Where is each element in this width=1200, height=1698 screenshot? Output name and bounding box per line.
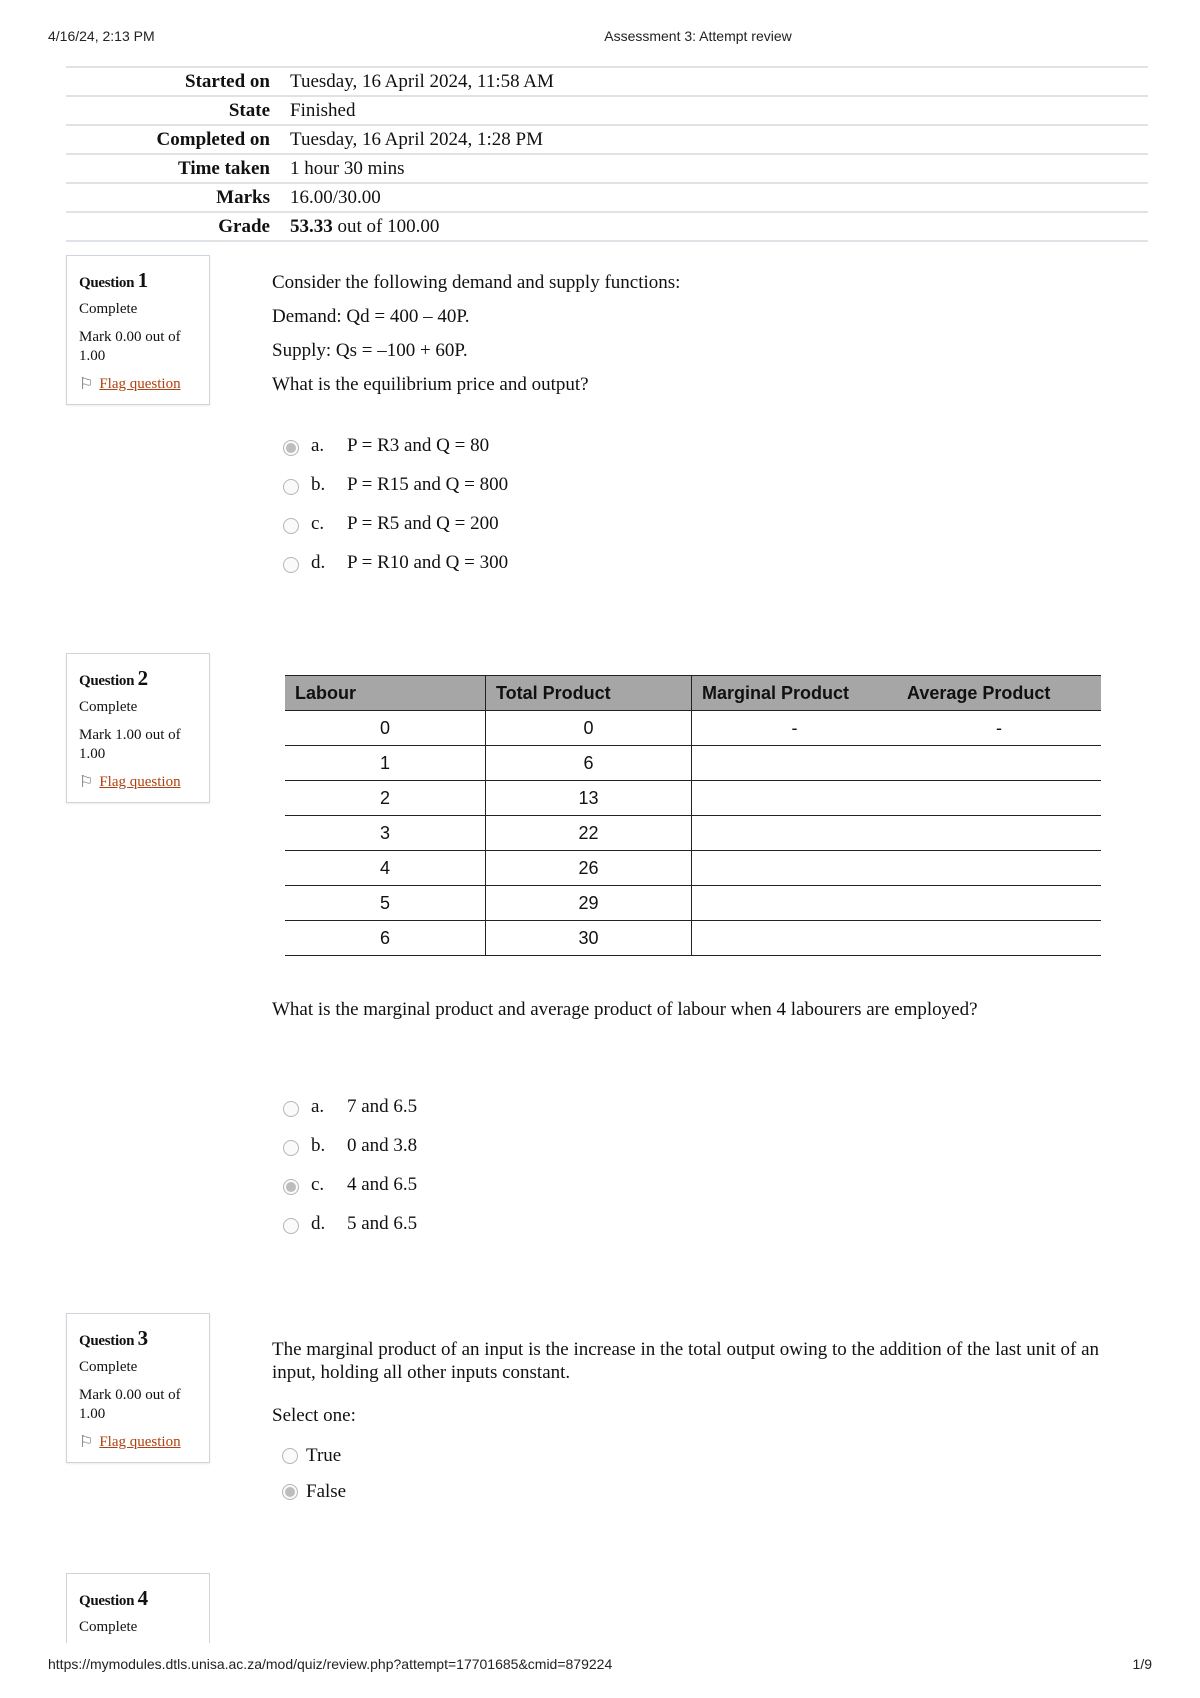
answer-option[interactable] [283,504,508,543]
production-table [285,675,1101,956]
table-cell [897,851,1101,886]
table-cell: - [897,711,1101,746]
flag-question-link[interactable] [79,1432,199,1452]
question-text-line: What is the equilibrium price and output? [272,374,589,395]
production-table-header [285,676,1101,711]
radio-selected[interactable] [283,1179,299,1195]
summary-value: Finished [280,96,1148,125]
table-cell [692,781,898,816]
table-cell: 2 [285,781,486,816]
table-cell [692,851,898,886]
table-cell: 4 [285,851,486,886]
table-cell [897,921,1101,956]
question-number [79,1586,199,1611]
table-cell: 29 [486,886,692,921]
page-url: https://mymodules.dtls.unisa.ac.za/mod/quiz/review.php?attempt=17701685&cmid=879224 [48,1656,613,1672]
print-title: Assessment 3: Attempt review [604,28,792,44]
flag-question-link[interactable] [79,772,199,792]
answer-letter: d. [311,1212,326,1234]
answer-letter: c. [311,1173,325,1195]
table-cell: 5 [285,886,486,921]
answer-text: 4 and 6.5 [347,1173,418,1195]
radio[interactable] [283,1140,299,1156]
answer-text: P = R5 and Q = 200 [347,512,499,534]
question-prefix: Question [79,1593,138,1609]
grade-value: 53.33 [290,215,333,237]
question-state: Complete [79,301,138,317]
table-cell: 6 [486,746,692,781]
flag-question-label: Flag question [99,773,181,790]
summary-row [66,183,1148,212]
summary-row [66,125,1148,154]
question-mark: Mark 0.00 out of 1.00 [79,1387,181,1422]
table-cell: 1 [285,746,486,781]
answer-letter: b. [311,1134,326,1156]
radio[interactable] [283,518,299,534]
answer-option[interactable] [283,426,508,465]
summary-row [66,154,1148,183]
question-number [79,268,199,293]
summary-value [280,212,1148,241]
question-state: Complete [79,1619,138,1635]
question-prefix: Question [79,275,138,291]
answer-letter: c. [311,512,325,534]
answer-letter: a. [311,1095,325,1117]
flag-icon: ⚐ [79,1434,94,1451]
radio[interactable] [283,479,299,495]
question-2-info [66,653,210,803]
radio[interactable] [283,1218,299,1234]
table-cell [897,781,1101,816]
answer-letter: d. [311,551,326,573]
summary-label: State [66,96,280,125]
summary-value: Tuesday, 16 April 2024, 1:28 PM [280,125,1148,154]
question-text-line: Consider the following demand and supply functions: [272,272,681,293]
answer-option[interactable] [283,1087,417,1126]
answer-text: 7 and 6.5 [347,1095,418,1117]
table-cell [692,886,898,921]
question-3-info [66,1313,210,1463]
radio-selected[interactable] [282,1484,298,1500]
table-cell [897,886,1101,921]
answer-option[interactable] [283,1126,417,1165]
question-2-answers [283,1087,417,1243]
question-text-line: The marginal product of an input is the increase in the total output owing to the addition of the last unit of an input, holding all other inputs constant. [272,1339,1100,1383]
table-row [285,816,1101,851]
summary-label: Marks [66,183,280,212]
answer-option[interactable] [283,1204,417,1243]
table-cell [692,746,898,781]
flag-icon: ⚐ [79,774,94,791]
print-date: 4/16/24, 2:13 PM [48,28,155,44]
question-1-info [66,255,210,405]
table-cell [897,746,1101,781]
question-num: 1 [137,268,148,292]
answer-option[interactable] [283,465,508,504]
table-cell [692,921,898,956]
table-cell: 0 [486,711,692,746]
answer-text: True [306,1445,342,1466]
summary-value: Tuesday, 16 April 2024, 11:58 AM [280,67,1148,96]
summary-label: Completed on [66,125,280,154]
question-mark: Mark 1.00 out of 1.00 [79,727,181,762]
answer-text: P = R10 and Q = 300 [347,551,509,573]
table-cell [692,816,898,851]
answer-text: 5 and 6.5 [347,1212,418,1234]
radio[interactable] [283,1101,299,1117]
table-row [285,886,1101,921]
flag-icon: ⚐ [79,376,94,393]
question-1-text [272,266,680,402]
radio-selected[interactable] [283,440,299,456]
question-text-line: Supply: Qs = –100 + 60P. [272,340,468,361]
table-cell: 30 [486,921,692,956]
table-cell: 26 [486,851,692,886]
table-row [285,711,1101,746]
question-3-text [272,1338,1102,1427]
question-prefix: Question [79,673,138,689]
question-text-line: What is the marginal product and average product of labour when 4 labourers are employed? [272,999,978,1020]
answer-option-false[interactable] [272,1474,346,1510]
grade-out-of: out of 100.00 [332,215,440,237]
table-cell: 6 [285,921,486,956]
flag-question-label: Flag question [99,1433,181,1450]
summary-value: 1 hour 30 mins [280,154,1148,183]
attempt-summary-table [66,66,1148,242]
summary-row [66,67,1148,96]
answer-text: False [306,1481,347,1502]
question-num: 2 [137,666,148,690]
summary-row [66,96,1148,125]
table-row [285,746,1101,781]
question-number [79,1326,199,1351]
flag-question-link[interactable] [79,374,199,394]
question-mark: Mark 0.00 out of 1.00 [79,329,181,364]
answer-option-true[interactable] [272,1438,346,1474]
table-cell: 22 [486,816,692,851]
summary-label: Grade [66,212,280,241]
table-row [285,781,1101,816]
print-header [0,28,1200,48]
answer-text: P = R3 and Q = 80 [347,434,490,456]
question-2-text [272,993,978,1027]
question-num: 3 [137,1326,148,1350]
question-num: 4 [137,1586,148,1610]
column-header: Labour [285,676,486,711]
radio[interactable] [283,557,299,573]
summary-row [66,212,1148,241]
radio[interactable] [282,1448,298,1464]
table-row [285,921,1101,956]
answer-text: P = R15 and Q = 800 [347,473,509,495]
summary-label: Started on [66,67,280,96]
select-one-label: Select one: [272,1405,356,1426]
answer-letter: b. [311,473,326,495]
answer-option[interactable] [283,1165,417,1204]
table-cell: 3 [285,816,486,851]
answer-text: 0 and 3.8 [347,1134,418,1156]
page-number: 1/9 [1132,1656,1152,1672]
summary-value: 16.00/30.00 [280,183,1148,212]
table-cell [897,816,1101,851]
question-prefix: Question [79,1333,138,1349]
column-header: Average Product [897,676,1101,711]
question-state: Complete [79,1359,138,1375]
column-header: Total Product [486,676,692,711]
answer-option[interactable] [283,543,508,582]
question-4-info [66,1573,210,1643]
question-3-answers [272,1438,346,1510]
question-number [79,666,199,691]
flag-question-label: Flag question [99,375,181,392]
summary-label: Time taken [66,154,280,183]
table-cell: 13 [486,781,692,816]
question-state: Complete [79,699,138,715]
question-1-answers [283,426,508,582]
question-text-line: Demand: Qd = 400 – 40P. [272,306,470,327]
table-cell: 0 [285,711,486,746]
table-cell: - [692,711,898,746]
column-header: Marginal Product [692,676,898,711]
answer-letter: a. [311,434,325,456]
table-row [285,851,1101,886]
